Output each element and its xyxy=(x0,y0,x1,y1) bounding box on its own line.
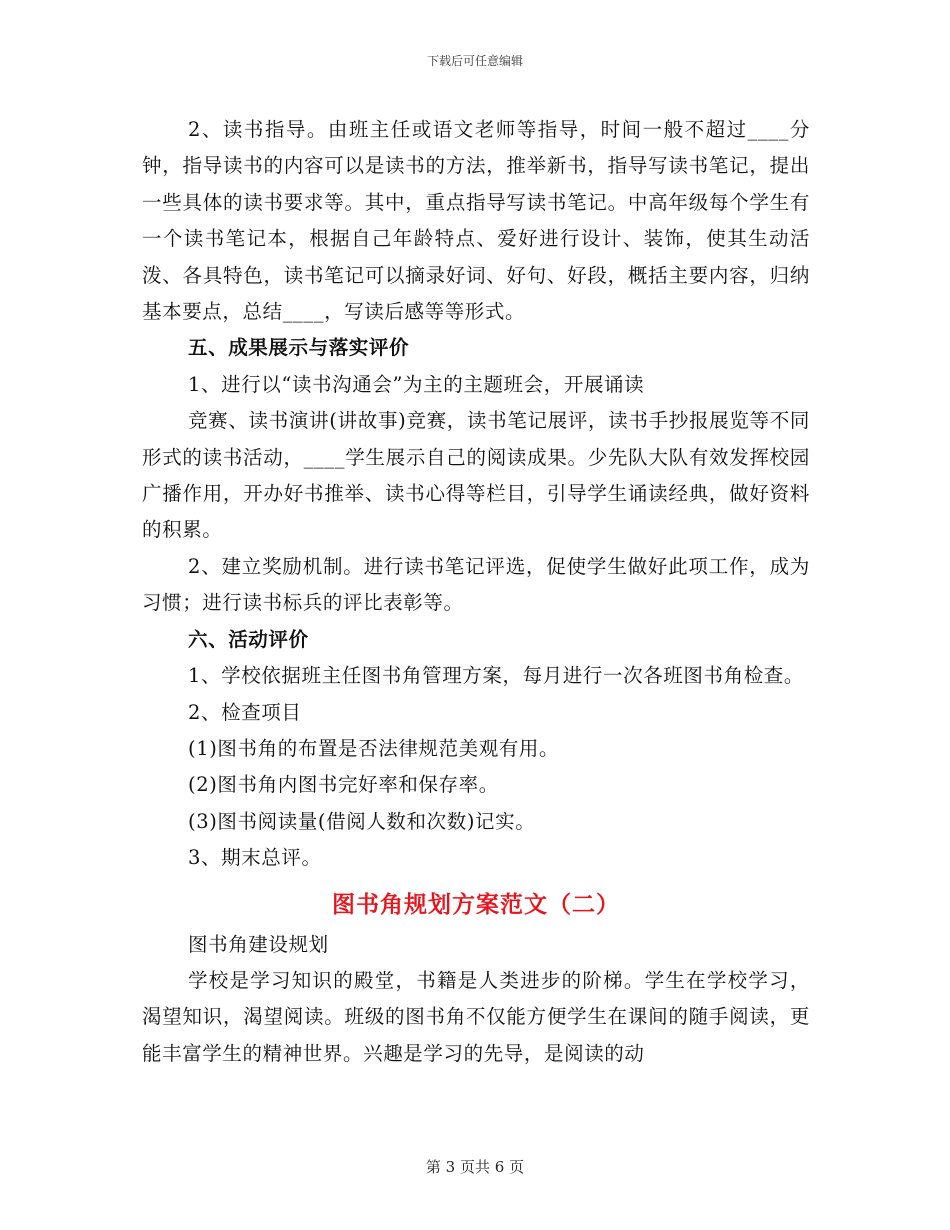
section-heading-6: 六、活动评价 xyxy=(188,627,309,651)
page-footer: 第 3 页共 6 页 xyxy=(425,1158,525,1176)
paragraph-check-items: 2、检查项目 xyxy=(188,700,302,724)
paragraph-reading-guidance: 2、读书指导。由班主任或语文老师等指导，时间一般不超过____分钟，指导读书的内容可以是读书的方法，推举新书，指导写读书笔记，提出一些具体的读书要求等。其中，重点指导写读书笔记。中高年级每个学生有一个读书笔记本，根据自己年龄特点、爱好进行设计、装饰，使其生动活泼、各具特色，读书笔记可以摘录好词、好句、好段，概括主要内容，归纳基本要点，总结____，写读后感等等形式。 xyxy=(142,118,810,324)
list-item-layout: (1)图书角的布置是否法律规范美观有用。 xyxy=(188,736,560,760)
paragraph-intro: 学校是学习知识的殿堂，书籍是人类进步的阶梯。学生在学校学习，渴望知识，渴望阅读。班级的图书角不仅能方便学生在课间的随手阅读，更能丰富学生的精神世界。兴趣是学习的先导，是阅读的动 xyxy=(142,968,810,1065)
paragraph-final-review: 3、期末总评。 xyxy=(188,846,322,870)
paragraph-subtitle: 图书角建设规划 xyxy=(188,932,329,956)
list-item-reading-volume: (3)图书阅读量(借阅人数和次数)记实。 xyxy=(188,809,536,833)
paragraph-monthly-check: 1、学校依据班主任图书角管理方案，每月进行一次各班图书角检查。 xyxy=(188,664,805,688)
paragraph-theme-meeting: 1、进行以“读书沟通会”为主的主题班会，开展诵读 xyxy=(188,372,645,396)
document-body xyxy=(142,112,810,1072)
paragraph-reading-activities: 竞赛、读书演讲(讲故事)竞赛，读书笔记展评，读书手抄报展览等不同形式的读书活动，____学生展示自己的阅读成果。少先队大队有效发挥校园广播作用，开办好书推举、读书心得等栏目，引导学生诵读经典，做好资料的积累。 xyxy=(142,409,810,542)
section-heading-5: 五、成果展示与落实评价 xyxy=(188,336,410,360)
page-header: 下载后可任意编辑 xyxy=(426,54,523,68)
paragraph-reward-mechanism: 2、建立奖励机制。进行读书笔记评选，促使学生做好此项工作，成为习惯；进行读书标兵的评比表彰等。 xyxy=(142,554,810,615)
document-title: 图书角规划方案范文（二） xyxy=(332,891,620,918)
list-item-condition: (2)图书角内图书完好率和保存率。 xyxy=(188,773,499,797)
